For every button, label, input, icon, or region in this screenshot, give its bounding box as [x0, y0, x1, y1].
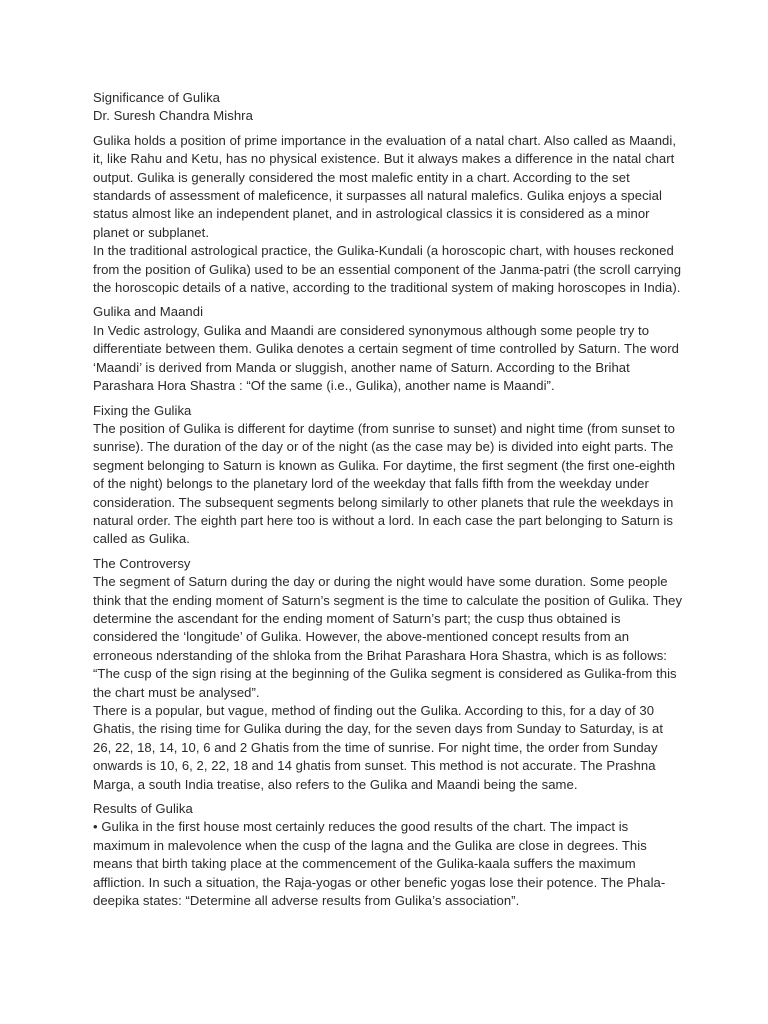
section-paragraph: The segment of Saturn during the day or during the night would have some duration. Some people think that the ending moment of Saturn’s segment is the time to calculate the position of Gulika. They determine the ascendant for the ending moment of Saturn’s part; the cusp thus obtained is considered the ‘longitude’ of Gulika. However, the above-mentioned concept results from an erroneous nderstanding of the shloka from the Brihat Parashara Hora Shastra, which is as follows: “The cusp of the sign rising at the beginning of the Gulika segment is considered as Gulika-from this the chart must be analysed”. — [93, 574, 683, 700]
intro-paragraph-2: In the traditional astrological practice, the Gulika-Kundali (a horoscopic chart, with houses reckoned from the position of Gulika) used to be an essential component of the Janma-patri (the scroll carrying the horoscopic details of a native, according to the traditional system of making horoscopes in India). — [93, 243, 682, 296]
section-gulika-and-maandi — [93, 303, 683, 395]
section-paragraph: • Gulika in the first house most certainly reduces the good results of the chart. The impact is maximum in malevolence when the cusp of the lagna and the Gulika are close in degrees. This means that birth taking place at the commencement of the Gulika-kaala suffers the maximum affliction. In such a situation, the Raja-yogas or other benefic yogas lose their potence. The Phala-deepika states: “Determine all adverse results from Gulika’s association”. — [93, 819, 666, 909]
document-author: Dr. Suresh Chandra Mishra — [93, 108, 253, 124]
section-results-of-gulika — [93, 800, 683, 910]
section-paragraph: The position of Gulika is different for daytime (from sunrise to sunset) and night time (from sunset to sunrise). The duration of the day or of the night (as the case may be) is divided into eight parts. The segment belonging to Saturn is known as Gulika. For daytime, the first segment (the first one-eighth of the night) belongs to the planetary lord of the weekday that falls fifth from the weekday under consideration. The subsequent segments belong similarly to other planets that rule the weekdays in natural order. The eighth part here too is without a lord. In each case the part belonging to Saturn is called as Gulika. — [93, 420, 676, 547]
document-page — [93, 89, 683, 910]
section-heading: Gulika and Maandi — [93, 304, 204, 320]
intro-section — [93, 132, 683, 298]
section-fixing-the-gulika — [93, 402, 683, 549]
document-title: Significance of Gulika — [93, 90, 221, 105]
section-heading: Fixing the Gulika — [93, 402, 192, 418]
section-heading: Results of Gulika — [93, 801, 193, 817]
intro-paragraph-1: Gulika holds a position of prime importance in the evaluation of a natal chart. Also called as Maandi, it, like Rahu and Ketu, has no physical existence. But it always makes a difference in the natal chart output. Gulika is generally considered the most malefic entity in a chart. According to the set standards of assessment of maleficence, it surpasses all natural malefics. Gulika enjoys a special status almost like an independent planet, and in astrological classics it is considered as a minor planet or subplanet. — [93, 132, 677, 240]
section-paragraph: In Vedic astrology, Gulika and Maandi are considered synonymous although some people try to differentiate between them. Gulika denotes a certain segment of time controlled by Saturn. The word ‘Maandi’ is derived from Manda or sluggish, another name of Saturn. According to the Brihat Parashara Hora Shastra : “Of the same (i.e., Gulika), another name is Maandi”. — [93, 322, 680, 394]
section-heading: The Controversy — [93, 555, 191, 571]
section-paragraph: There is a popular, but vague, method of finding out the Gulika. According to this, for a day of 30 Ghatis, the rising time for Gulika during the day, for the seven days from Sunday to Saturday, is at 26, 22, 18, 14, 10, 6 and 2 Ghatis from the time of sunrise. For night time, the order from Sunday onwards is 10, 6, 2, 22, 18 and 14 ghatis from sunset. This method is not accurate. The Prashna Marga, a south India treatise, also refers to the Gulika and Maandi being the same. — [93, 703, 664, 792]
section-the-controversy — [93, 555, 683, 794]
